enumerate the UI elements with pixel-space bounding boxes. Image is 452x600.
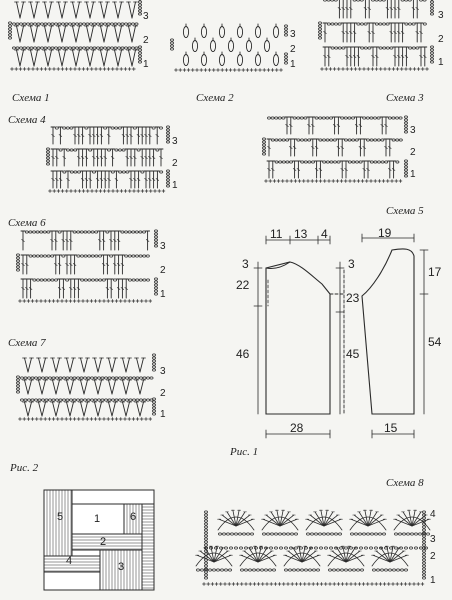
piece-6-label: 6 [130,511,137,523]
scheme-8-row-3: 3 [430,534,436,545]
scheme-8-row-2: 2 [430,551,436,562]
measure-top-4: 4 [321,227,328,241]
scheme-5-title: Схема 5 [386,205,424,217]
scheme-7-diagram [16,354,155,421]
measure-top-13: 13 [294,227,308,241]
scheme-4-row-1: 1 [172,180,178,191]
scheme-2-row-3: 3 [290,29,296,40]
scheme-7-row-2: 2 [160,388,166,399]
measure-mid-3: 3 [348,257,355,271]
measure-bottom-15: 15 [384,421,398,435]
measure-left-46: 46 [236,347,250,361]
piece-2-label: 2 [100,536,107,548]
scheme-2-row-1: 1 [290,59,296,70]
scheme-6-diagram [16,230,157,303]
measure-left-22: 22 [236,278,250,292]
scheme-2-title: Схема 2 [196,92,234,104]
scheme-8-row-4: 4 [430,509,436,520]
scheme-4-title: Схема 4 [8,114,46,126]
scheme-4-diagram [46,126,169,193]
scheme-7-row-3: 3 [160,366,166,377]
figure-1-title: Рис. 1 [230,446,259,458]
scheme-5-row-2: 2 [410,147,416,158]
measure-left-3: 3 [242,257,249,271]
scheme-7-row-1: 1 [160,409,166,420]
scheme-3-title: Схема 3 [386,92,424,104]
scheme-2-row-2: 2 [290,44,296,55]
scheme-1-diagram [8,0,141,70]
figure-2-blocks [44,490,154,590]
scheme-8-title: Схема 8 [386,477,424,489]
scheme-3-row-1: 1 [438,57,444,68]
scheme-8-diagram [196,510,431,585]
scheme-6-row-2: 2 [160,265,166,276]
measure-right-54: 54 [428,335,442,349]
scheme-7-title: Схема 7 [8,337,46,349]
measure-mid-23: 23 [346,291,360,305]
scheme-6-title: Схема 6 [8,217,46,229]
piece-1-label: 1 [94,513,101,525]
scheme-1-row-1: 1 [143,59,149,70]
scheme-6-row-1: 1 [160,289,166,300]
measure-mid-45: 45 [346,347,360,361]
measure-top-19: 19 [378,226,392,240]
scheme-5-row-3: 3 [410,125,416,136]
piece-4-label: 4 [66,555,73,567]
scheme-8-row-1: 1 [430,575,436,586]
scheme-1-row-3: 3 [143,11,149,22]
piece-5-label: 5 [57,511,64,523]
scheme-4-row-3: 3 [172,136,178,147]
scheme-3-diagram [318,0,433,70]
figure-1-pattern [254,234,428,438]
measure-bottom-28: 28 [290,421,304,435]
scheme-1-title: Схема 1 [12,92,50,104]
scheme-6-row-3: 3 [160,241,166,252]
scheme-1-row-2: 2 [143,35,149,46]
piece-3-label: 3 [118,561,125,573]
scheme-3-row-2: 2 [438,34,444,45]
scheme-2-diagram [170,24,287,72]
measure-right-17: 17 [428,265,442,279]
figure-2-title: Рис. 2 [10,462,39,474]
scheme-3-row-3: 3 [438,10,444,21]
scheme-5-diagram [262,116,407,183]
scheme-5-row-1: 1 [410,169,416,180]
measure-top-11: 11 [270,227,283,241]
scheme-4-row-2: 2 [172,158,178,169]
